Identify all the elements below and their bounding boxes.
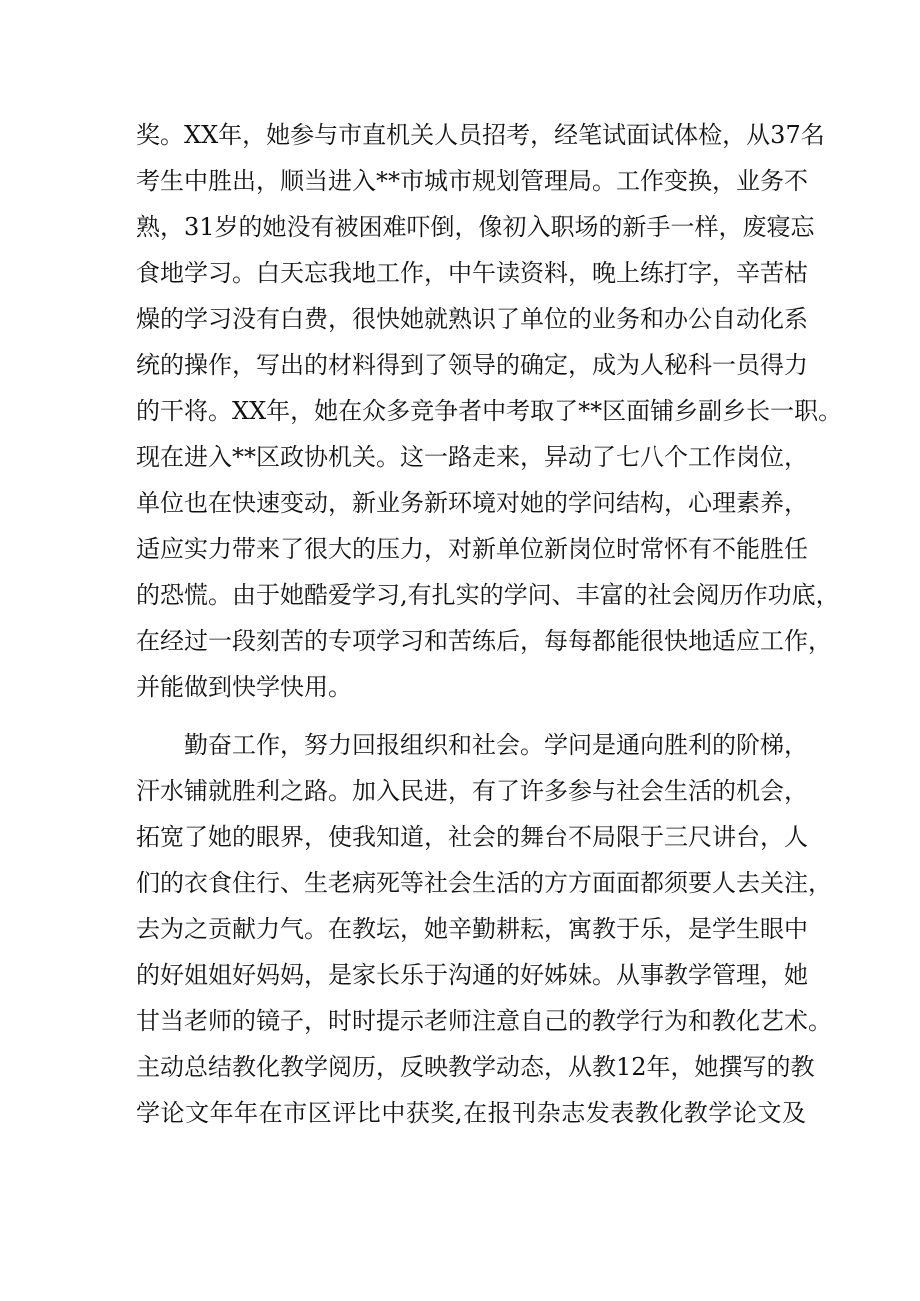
text-line: 汗水铺就胜利之路。加入民进，有了许多参与社会生活的机会， — [136, 777, 808, 805]
text-line: 燥的学习没有白费，很快她就熟识了单位的业务和办公自动化系 — [136, 305, 808, 333]
text-line: 去为之贡献力气。在教坛，她辛勤耕耘，寓教于乐，是学生眼中 — [136, 915, 808, 943]
text-line: 的好姐姐好妈妈，是家长乐于沟通的好姊妹。从事教学管理，她 — [136, 961, 808, 989]
text-line: 在经过一段刻苦的专项学习和苦练后，每每都能很快地适应工作， — [136, 627, 832, 655]
text-line: 适应实力带来了很大的压力，对新单位新岗位时常怀有不能胜任 — [136, 535, 808, 563]
paragraph-gap — [136, 710, 806, 722]
text-line: 单位也在快速变动，新业务新环境对她的学问结构，心理素养， — [136, 489, 808, 517]
text-line: 现在进入**区政协机关。这一路走来，异动了七八个工作岗位， — [136, 443, 808, 471]
text-line: 的恐慌。由于她酷爱学习,有扎实的学问、丰富的社会阅历作功底， — [136, 581, 840, 609]
text-line: 考生中胜出，顺当进入**市城市规划管理局。工作变换，业务不 — [136, 167, 808, 195]
document-body — [136, 112, 843, 1136]
paragraph-2 — [136, 722, 832, 1136]
text-line: 拓宽了她的眼界，使我知道，社会的舞台不局限于三尺讲台，人 — [136, 823, 808, 851]
text-line: 甘当老师的镜子，时时提示老师注意自己的教学行为和教化艺术。 — [136, 1007, 832, 1035]
text-line: 并能做到快学快用。 — [136, 673, 352, 701]
text-line: 们的衣食住行、生老病死等社会生活的方方面面都须要人去关注， — [136, 869, 832, 897]
text-line: 勤奋工作，努力回报组织和社会。学问是通向胜利的阶梯， — [184, 731, 808, 759]
text-line: 学论文年年在市区评比中获奖,在报刊杂志发表教化教学论文及 — [136, 1099, 806, 1127]
text-line: 主动总结教化教学阅历，反映教学动态，从教12年，她撰写的教 — [136, 1053, 815, 1081]
text-line: 奖。XX年，她参与市直机关人员招考，经笔试面试体检，从37名 — [136, 121, 825, 149]
paragraph-1 — [136, 112, 843, 710]
text-line: 统的操作，写出的材料得到了领导的确定，成为人秘科一员得力 — [136, 351, 808, 379]
text-line: 熟，31岁的她没有被困难吓倒，像初入职场的新手一样，废寝忘 — [136, 213, 815, 241]
text-line: 食地学习。白天忘我地工作，中午读资料，晚上练打字，辛苦枯 — [136, 259, 808, 287]
text-line: 的干将。XX年，她在众多竞争者中考取了**区面铺乡副乡长一职。 — [136, 397, 843, 425]
